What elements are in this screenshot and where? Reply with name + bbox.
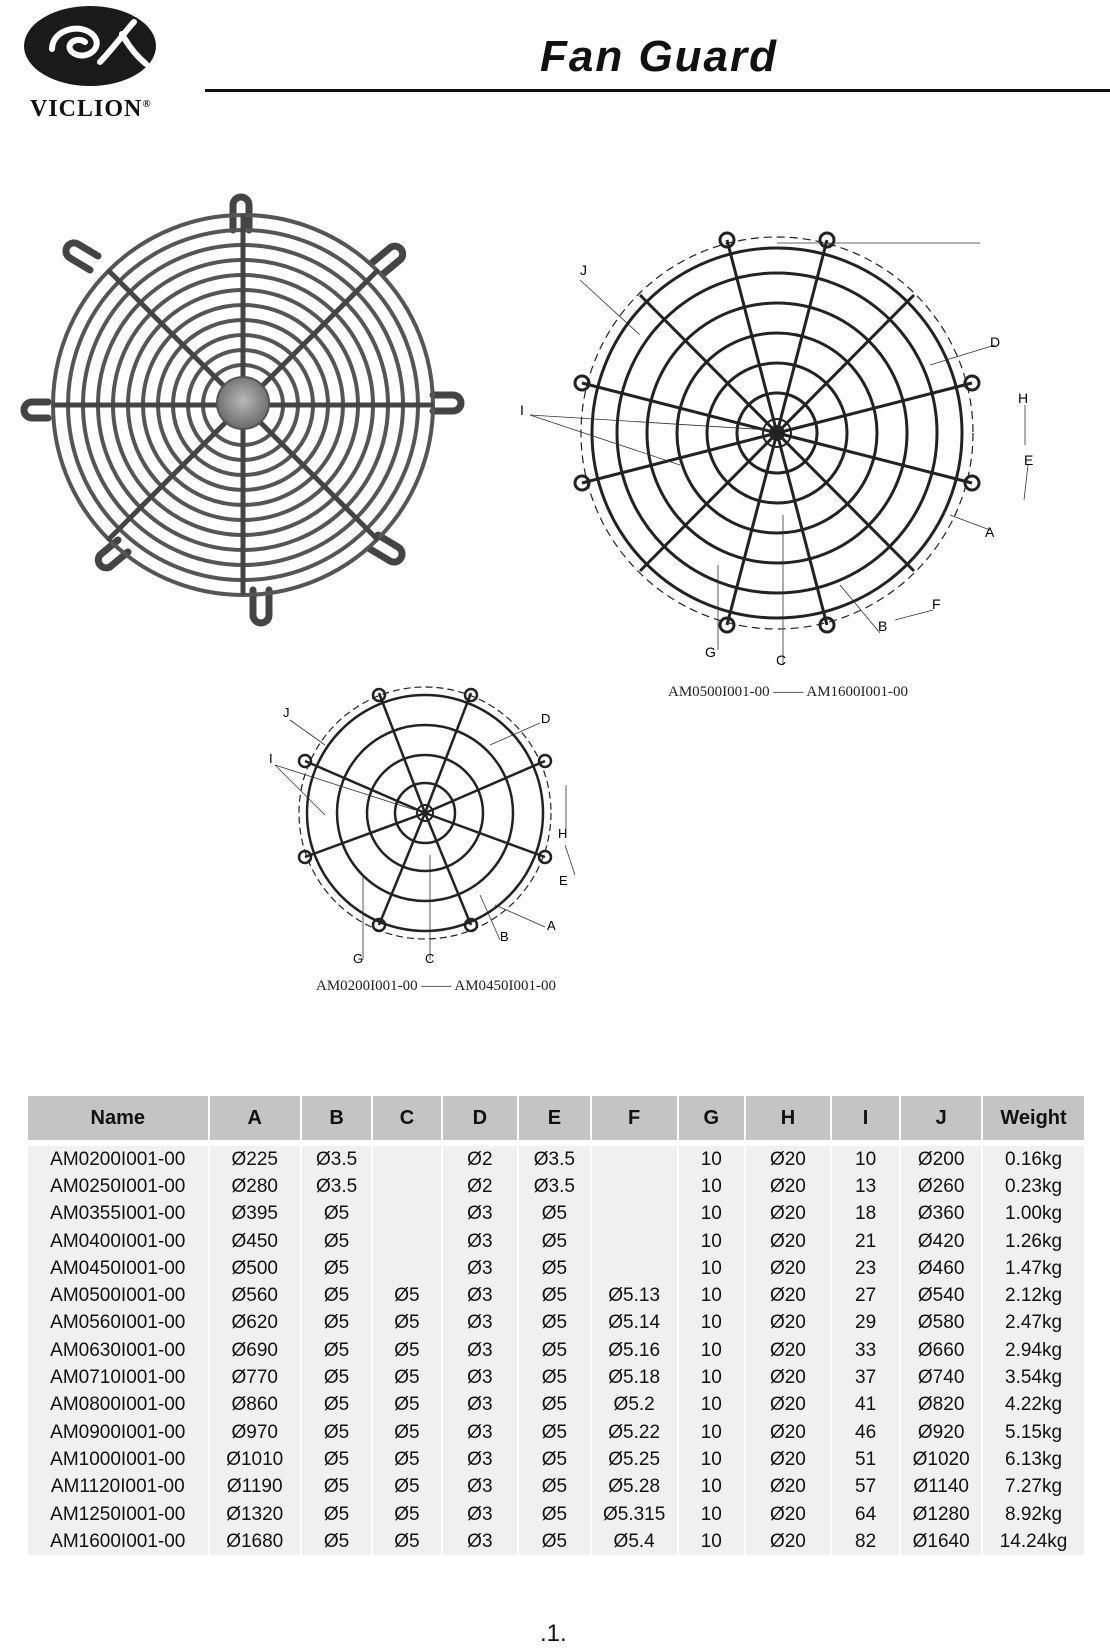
- table-row: [28, 1282, 1084, 1309]
- table-cell: 10: [678, 1392, 745, 1419]
- table-cell: Ø20: [745, 1528, 831, 1555]
- dim-label-g: G: [705, 644, 716, 660]
- table-cell: 14.24kg: [982, 1528, 1084, 1555]
- table-cell: Ø3: [442, 1337, 519, 1364]
- col-header: Weight: [982, 1096, 1084, 1140]
- table-cell: 10: [678, 1310, 745, 1337]
- table-cell: Ø970: [209, 1419, 301, 1446]
- table-cell: AM0200I001-00: [28, 1146, 209, 1173]
- table-cell: Ø5: [372, 1501, 441, 1528]
- table-cell: Ø920: [900, 1419, 982, 1446]
- fan-guard-photo: [28, 190, 488, 660]
- table-cell: 5.15kg: [982, 1419, 1084, 1446]
- table-cell: Ø660: [900, 1337, 982, 1364]
- table-cell: AM1120I001-00: [28, 1474, 209, 1501]
- table-cell: Ø3: [442, 1501, 519, 1528]
- dim-label-b: B: [878, 618, 888, 634]
- table-cell: Ø5: [301, 1310, 372, 1337]
- table-cell: Ø5: [372, 1310, 441, 1337]
- table-cell: Ø500: [209, 1255, 301, 1282]
- table-cell: Ø260: [900, 1173, 982, 1200]
- table-cell: Ø5.25: [591, 1446, 678, 1473]
- table-cell: Ø225: [209, 1146, 301, 1173]
- table-cell: Ø5: [518, 1528, 590, 1555]
- table-cell: Ø200: [900, 1146, 982, 1173]
- table-cell: Ø860: [209, 1392, 301, 1419]
- table-cell: AM0900I001-00: [28, 1419, 209, 1446]
- table-cell: 10: [678, 1146, 745, 1173]
- small-drawing-caption: AM0200I001-00 ―― AM0450I001-00: [316, 978, 557, 994]
- table-header-row: [28, 1096, 1084, 1140]
- table-cell: 1.00kg: [982, 1201, 1084, 1228]
- table-cell: 4.22kg: [982, 1392, 1084, 1419]
- table-cell: Ø20: [745, 1337, 831, 1364]
- table-cell: Ø420: [900, 1228, 982, 1255]
- table-cell: 10: [678, 1282, 745, 1309]
- table-cell: AM0630I001-00: [28, 1337, 209, 1364]
- table-cell: Ø820: [900, 1392, 982, 1419]
- col-header: H: [745, 1096, 831, 1140]
- table-cell: Ø20: [745, 1201, 831, 1228]
- col-header: C: [372, 1096, 441, 1140]
- table-row: [28, 1392, 1084, 1419]
- table-cell: Ø5.16: [591, 1337, 678, 1364]
- table-cell: 0.16kg: [982, 1146, 1084, 1173]
- table-cell: 2.12kg: [982, 1282, 1084, 1309]
- table-cell: Ø5: [301, 1228, 372, 1255]
- table-cell: Ø540: [900, 1282, 982, 1309]
- col-header: B: [301, 1096, 372, 1140]
- table-cell: [591, 1255, 678, 1282]
- table-cell: Ø5.28: [591, 1474, 678, 1501]
- table-cell: Ø5: [301, 1201, 372, 1228]
- dim-label-e: E: [1024, 452, 1034, 468]
- table-cell: Ø5: [301, 1337, 372, 1364]
- table-cell: Ø5: [372, 1528, 441, 1555]
- table-cell: [372, 1228, 441, 1255]
- table-cell: 41: [831, 1392, 900, 1419]
- table-cell: 6.13kg: [982, 1446, 1084, 1473]
- table-cell: Ø5: [518, 1501, 590, 1528]
- table-cell: Ø1680: [209, 1528, 301, 1555]
- table-cell: Ø3.5: [301, 1146, 372, 1173]
- table-cell: 8.92kg: [982, 1501, 1084, 1528]
- table-cell: [372, 1255, 441, 1282]
- table-cell: Ø1320: [209, 1501, 301, 1528]
- table-cell: [372, 1146, 441, 1173]
- table-cell: Ø5: [372, 1337, 441, 1364]
- table-row: [28, 1474, 1084, 1501]
- table-cell: Ø5: [301, 1474, 372, 1501]
- table-cell: Ø5: [518, 1364, 590, 1391]
- table-cell: Ø5: [301, 1528, 372, 1555]
- table-cell: Ø5: [301, 1501, 372, 1528]
- table-cell: 57: [831, 1474, 900, 1501]
- dim-label-a: A: [985, 524, 995, 540]
- table-row: [28, 1310, 1084, 1337]
- table-cell: [591, 1146, 678, 1173]
- table-cell: Ø20: [745, 1255, 831, 1282]
- spec-table: [28, 1096, 1084, 1555]
- table-cell: AM0500I001-00: [28, 1282, 209, 1309]
- col-header: I: [831, 1096, 900, 1140]
- table-cell: Ø5.14: [591, 1310, 678, 1337]
- table-cell: 82: [831, 1528, 900, 1555]
- table-cell: AM1000I001-00: [28, 1446, 209, 1473]
- table-cell: 29: [831, 1310, 900, 1337]
- table-cell: 13: [831, 1173, 900, 1200]
- technical-drawing-small: [269, 705, 615, 1005]
- table-cell: 46: [831, 1419, 900, 1446]
- table-cell: Ø5: [301, 1419, 372, 1446]
- table-cell: Ø5: [518, 1474, 590, 1501]
- table-cell: AM1250I001-00: [28, 1501, 209, 1528]
- table-cell: Ø5.22: [591, 1419, 678, 1446]
- table-cell: Ø740: [900, 1364, 982, 1391]
- col-header: J: [900, 1096, 982, 1140]
- table-cell: Ø5: [372, 1419, 441, 1446]
- table-cell: Ø690: [209, 1337, 301, 1364]
- table-cell: Ø2: [442, 1173, 519, 1200]
- small-dim-label-h: H: [558, 826, 568, 841]
- table-cell: Ø460: [900, 1255, 982, 1282]
- small-dim-label-d: D: [541, 711, 551, 726]
- table-cell: Ø395: [209, 1201, 301, 1228]
- table-cell: 2.47kg: [982, 1310, 1084, 1337]
- technical-drawing-large: [520, 225, 1080, 695]
- table-cell: Ø3: [442, 1310, 519, 1337]
- table-row: [28, 1446, 1084, 1473]
- table-cell: 37: [831, 1364, 900, 1391]
- table-cell: Ø20: [745, 1474, 831, 1501]
- col-header: F: [591, 1096, 678, 1140]
- table-cell: 1.26kg: [982, 1228, 1084, 1255]
- table-cell: Ø360: [900, 1201, 982, 1228]
- table-cell: Ø1010: [209, 1446, 301, 1473]
- table-cell: 10: [678, 1364, 745, 1391]
- dim-label-d: D: [990, 334, 1001, 350]
- table-cell: 10: [678, 1474, 745, 1501]
- table-cell: 64: [831, 1501, 900, 1528]
- small-dim-label-e: E: [559, 873, 568, 888]
- table-row: [28, 1337, 1084, 1364]
- small-dim-label-b: B: [500, 929, 509, 944]
- dim-label-j: J: [580, 262, 587, 278]
- brand-name: VICLION®: [30, 96, 152, 122]
- small-dim-label-a: A: [547, 918, 556, 933]
- table-cell: AM0450I001-00: [28, 1255, 209, 1282]
- table-cell: 51: [831, 1446, 900, 1473]
- table-cell: 2.94kg: [982, 1337, 1084, 1364]
- table-cell: 10: [678, 1228, 745, 1255]
- table-cell: Ø20: [745, 1364, 831, 1391]
- table-cell: Ø20: [745, 1419, 831, 1446]
- table-cell: 18: [831, 1201, 900, 1228]
- table-cell: Ø5: [518, 1446, 590, 1473]
- dim-label-h: H: [1018, 390, 1029, 406]
- small-dim-label-i: I: [269, 751, 273, 766]
- table-cell: Ø20: [745, 1446, 831, 1473]
- table-cell: Ø1640: [900, 1528, 982, 1555]
- table-cell: AM0560I001-00: [28, 1310, 209, 1337]
- table-cell: Ø5: [301, 1255, 372, 1282]
- table-cell: Ø5: [301, 1392, 372, 1419]
- table-cell: 10: [678, 1337, 745, 1364]
- table-cell: Ø5: [518, 1282, 590, 1309]
- table-cell: Ø3: [442, 1419, 519, 1446]
- table-cell: AM0710I001-00: [28, 1364, 209, 1391]
- table-cell: Ø770: [209, 1364, 301, 1391]
- table-cell: Ø3: [442, 1228, 519, 1255]
- table-row: [28, 1228, 1084, 1255]
- col-header: D: [442, 1096, 519, 1140]
- table-row: [28, 1201, 1084, 1228]
- table-cell: Ø20: [745, 1310, 831, 1337]
- table-cell: [591, 1201, 678, 1228]
- table-cell: Ø5: [301, 1364, 372, 1391]
- table-cell: Ø5: [372, 1446, 441, 1473]
- col-header: Name: [28, 1096, 209, 1140]
- page-title: Fan Guard: [540, 32, 779, 81]
- table-cell: Ø3: [442, 1474, 519, 1501]
- table-cell: Ø5: [518, 1392, 590, 1419]
- table-cell: Ø3: [442, 1392, 519, 1419]
- table-cell: Ø560: [209, 1282, 301, 1309]
- table-cell: Ø5: [372, 1474, 441, 1501]
- table-cell: Ø5.4: [591, 1528, 678, 1555]
- table-cell: Ø3.5: [518, 1146, 590, 1173]
- table-cell: AM0355I001-00: [28, 1201, 209, 1228]
- table-cell: Ø5.18: [591, 1364, 678, 1391]
- table-cell: Ø620: [209, 1310, 301, 1337]
- table-cell: Ø5: [372, 1282, 441, 1309]
- table-cell: Ø580: [900, 1310, 982, 1337]
- dim-label-c: C: [776, 652, 787, 668]
- table-cell: AM1600I001-00: [28, 1528, 209, 1555]
- table-cell: Ø280: [209, 1173, 301, 1200]
- table-row: [28, 1419, 1084, 1446]
- table-cell: 23: [831, 1255, 900, 1282]
- small-dim-label-g: G: [353, 951, 364, 966]
- table-row: [28, 1173, 1084, 1200]
- table-cell: Ø5: [518, 1419, 590, 1446]
- table-cell: [372, 1173, 441, 1200]
- table-row: [28, 1501, 1084, 1528]
- table-cell: Ø450: [209, 1228, 301, 1255]
- table-cell: [372, 1201, 441, 1228]
- table-cell: Ø20: [745, 1282, 831, 1309]
- table-cell: Ø5: [372, 1364, 441, 1391]
- table-cell: Ø1190: [209, 1474, 301, 1501]
- table-cell: Ø5: [518, 1228, 590, 1255]
- table-cell: Ø5: [301, 1282, 372, 1309]
- table-cell: Ø20: [745, 1392, 831, 1419]
- table-cell: [591, 1228, 678, 1255]
- table-cell: Ø3.5: [518, 1173, 590, 1200]
- table-cell: Ø3: [442, 1255, 519, 1282]
- table-cell: AM0250I001-00: [28, 1173, 209, 1200]
- table-cell: 21: [831, 1228, 900, 1255]
- table-cell: Ø5: [518, 1255, 590, 1282]
- table-cell: Ø5: [518, 1337, 590, 1364]
- table-cell: AM0400I001-00: [28, 1228, 209, 1255]
- table-cell: Ø5: [518, 1310, 590, 1337]
- table-cell: 10: [678, 1446, 745, 1473]
- table-cell: 10: [678, 1501, 745, 1528]
- table-cell: Ø1020: [900, 1446, 982, 1473]
- large-drawing-caption: AM0500I001-00 ―― AM1600I001-00: [668, 684, 909, 700]
- table-cell: Ø20: [745, 1228, 831, 1255]
- small-dim-label-c: C: [425, 951, 435, 966]
- table-cell: Ø20: [745, 1146, 831, 1173]
- table-cell: Ø3.5: [301, 1173, 372, 1200]
- table-cell: 10: [831, 1146, 900, 1173]
- table-cell: 10: [678, 1528, 745, 1555]
- table-cell: 3.54kg: [982, 1364, 1084, 1391]
- table-cell: Ø3: [442, 1364, 519, 1391]
- table-cell: 1.47kg: [982, 1255, 1084, 1282]
- table-cell: [591, 1173, 678, 1200]
- table-cell: Ø3: [442, 1446, 519, 1473]
- dim-label-i: I: [520, 402, 524, 418]
- table-cell: 10: [678, 1255, 745, 1282]
- table-cell: Ø5: [372, 1392, 441, 1419]
- table-cell: Ø1140: [900, 1474, 982, 1501]
- table-cell: Ø3: [442, 1282, 519, 1309]
- table-cell: 0.23kg: [982, 1173, 1084, 1200]
- col-header: G: [678, 1096, 745, 1140]
- table-cell: 10: [678, 1419, 745, 1446]
- small-dim-label-j: J: [283, 705, 290, 720]
- title-rule: [205, 89, 1110, 92]
- table-cell: 10: [678, 1173, 745, 1200]
- table-cell: 7.27kg: [982, 1474, 1084, 1501]
- table-cell: Ø5: [301, 1446, 372, 1473]
- table-row: [28, 1146, 1084, 1173]
- table-row: [28, 1255, 1084, 1282]
- col-header: E: [518, 1096, 590, 1140]
- table-cell: Ø20: [745, 1173, 831, 1200]
- table-cell: Ø5.13: [591, 1282, 678, 1309]
- table-row: [28, 1364, 1084, 1391]
- table-cell: Ø20: [745, 1501, 831, 1528]
- page-number: .1.: [540, 1620, 567, 1647]
- table-cell: AM0800I001-00: [28, 1392, 209, 1419]
- table-row: [28, 1528, 1084, 1555]
- table-cell: Ø1280: [900, 1501, 982, 1528]
- table-cell: 10: [678, 1201, 745, 1228]
- table-cell: Ø2: [442, 1146, 519, 1173]
- dim-label-f: F: [932, 596, 941, 612]
- table-cell: 27: [831, 1282, 900, 1309]
- table-cell: Ø5.2: [591, 1392, 678, 1419]
- table-cell: Ø3: [442, 1201, 519, 1228]
- table-cell: Ø3: [442, 1528, 519, 1555]
- table-cell: 33: [831, 1337, 900, 1364]
- table-cell: Ø5: [518, 1201, 590, 1228]
- table-cell: Ø5.315: [591, 1501, 678, 1528]
- col-header: A: [209, 1096, 301, 1140]
